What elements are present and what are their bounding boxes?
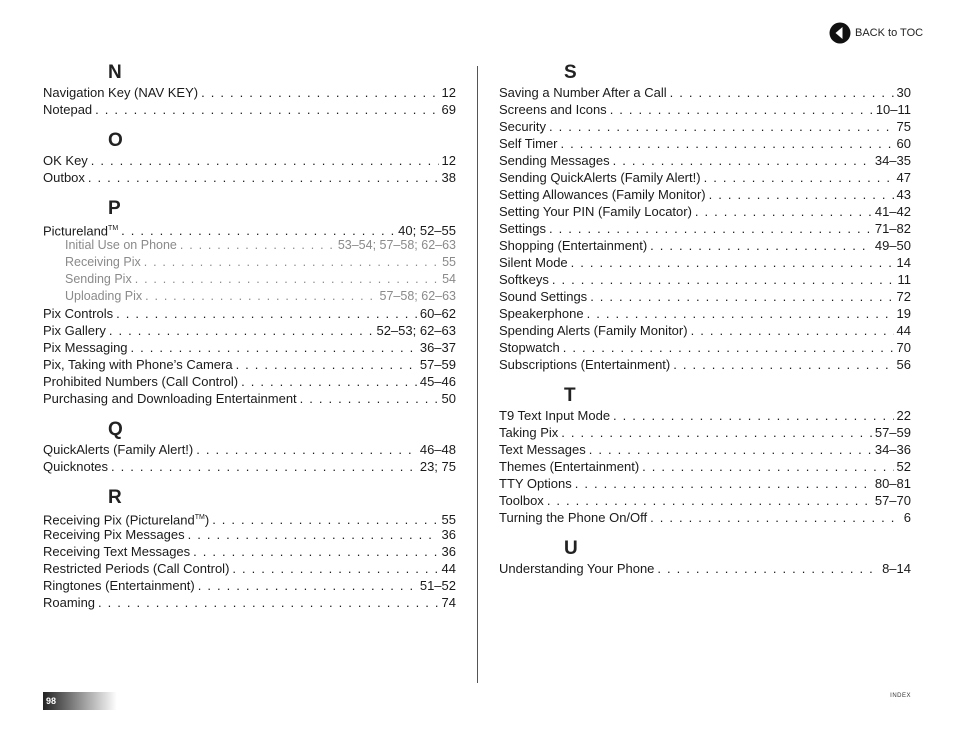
- index-entry[interactable]: [499, 271, 911, 288]
- index-entry[interactable]: [499, 441, 911, 458]
- entry-pages: 60–62: [419, 306, 456, 321]
- page-number: 98: [46, 696, 57, 706]
- entry-label-text: Restricted Periods (Call Control): [43, 561, 230, 576]
- dot-leader: [236, 356, 417, 373]
- entry-label: [499, 203, 692, 220]
- dot-leader: [657, 560, 879, 577]
- entry-pages: 12: [441, 153, 456, 168]
- index-entry[interactable]: [499, 288, 911, 305]
- index-section: [43, 419, 456, 475]
- section-letter: U: [564, 538, 578, 559]
- entry-label-text: Stopwatch: [499, 340, 560, 355]
- entry-label-text: Sound Settings: [499, 289, 588, 304]
- entry-label-text: Pix Controls: [43, 306, 114, 321]
- index-entry[interactable]: [43, 356, 456, 373]
- section-label: INDEX: [890, 693, 911, 699]
- dot-leader: [695, 203, 872, 220]
- entry-pages: 70: [896, 340, 911, 355]
- dot-leader: [575, 475, 872, 492]
- index-entry[interactable]: [43, 305, 456, 322]
- entry-label-text: Setting Allowances (Family Monitor): [499, 187, 706, 202]
- entry-label-text: Speakerphone: [499, 306, 584, 321]
- dot-leader: [587, 305, 894, 322]
- index-entry[interactable]: [499, 475, 911, 492]
- entry-label-text: Security: [499, 119, 546, 134]
- entry-label-text: Settings: [499, 221, 546, 236]
- entry-label-text: Understanding Your Phone: [499, 561, 655, 576]
- trademark-mark: TM: [108, 225, 119, 232]
- entry-label: [43, 322, 106, 339]
- dot-leader: [549, 220, 872, 237]
- index-entry[interactable]: [499, 356, 911, 373]
- entry-pages: 45–46: [419, 374, 456, 389]
- index-entry[interactable]: [499, 135, 911, 152]
- index-entry[interactable]: [499, 458, 911, 475]
- entry-pages: 49–50: [874, 238, 911, 253]
- entry-label-text: Sending Messages: [499, 153, 610, 168]
- entry-label: [499, 424, 558, 441]
- entry-label-text: Turning the Phone On/Off: [499, 510, 648, 525]
- entry-label-text: Initial Use on Phone: [65, 238, 177, 252]
- entry-label: [499, 237, 647, 254]
- entry-pages: 57–59: [419, 357, 456, 372]
- index-entry[interactable]: [43, 458, 456, 475]
- entry-pages: 38: [441, 170, 456, 185]
- entry-label: [499, 475, 572, 492]
- index-entry[interactable]: [499, 509, 911, 526]
- index-entry[interactable]: [499, 424, 911, 441]
- entry-pages: 41–42: [874, 204, 911, 219]
- entry-pages: 40; 52–55: [398, 223, 456, 239]
- entry-label-text: T9 Text Input Mode: [499, 408, 611, 423]
- entry-pages: 69: [441, 102, 456, 117]
- entry-label: [499, 407, 610, 424]
- entry-label: [499, 118, 546, 135]
- entry-label: [499, 441, 586, 458]
- dot-leader: [571, 254, 894, 271]
- entry-label: [499, 305, 584, 322]
- entry-pages: 74: [441, 595, 456, 610]
- entry-label: [43, 356, 233, 373]
- index-section: [43, 487, 456, 611]
- entry-label: [499, 186, 706, 203]
- entry-label: [499, 84, 667, 101]
- index-entry[interactable]: [499, 203, 911, 220]
- dot-leader: [95, 101, 438, 118]
- entry-label-text: Spending Alerts (Family Monitor): [499, 323, 688, 338]
- entry-label: [43, 543, 190, 560]
- entry-label-text: Uploading Pix: [65, 289, 143, 303]
- entry-label: [499, 101, 607, 118]
- entry-label: [499, 492, 544, 509]
- entry-label: [499, 356, 670, 373]
- entry-pages: 57–58; 62–63: [379, 289, 456, 303]
- entry-label: [43, 441, 193, 458]
- entry-label: [43, 458, 108, 475]
- entry-pages: 8–14: [882, 561, 911, 576]
- entry-pages: 36: [441, 544, 456, 559]
- entry-label: [499, 288, 587, 305]
- section-letter: Q: [108, 419, 123, 440]
- dot-leader: [198, 577, 417, 594]
- entry-label: [43, 390, 297, 407]
- index-column-right: [499, 62, 911, 589]
- entry-label: [499, 271, 549, 288]
- trademark-mark: TM: [194, 514, 205, 521]
- entry-pages: 12: [441, 85, 456, 100]
- entry-pages: 60: [896, 136, 911, 151]
- index-section: [499, 62, 911, 373]
- index-entry[interactable]: [499, 560, 911, 577]
- dot-leader: [673, 356, 893, 373]
- index-entry[interactable]: [499, 305, 911, 322]
- index-entry[interactable]: [499, 118, 911, 135]
- dot-leader: [650, 509, 901, 526]
- index-entry[interactable]: [43, 373, 456, 390]
- entry-label: [499, 509, 647, 526]
- section-letter: T: [564, 385, 576, 406]
- index-entry[interactable]: [499, 169, 911, 186]
- entry-label-text: Self Timer: [499, 136, 558, 151]
- dot-leader: [241, 373, 417, 390]
- entry-label: [43, 577, 195, 594]
- section-letter: R: [108, 487, 122, 508]
- dot-leader: [642, 458, 893, 475]
- entry-label: [499, 458, 639, 475]
- back-to-toc-button[interactable]: [829, 21, 923, 45]
- entry-pages: 55: [441, 512, 456, 528]
- dot-leader: [709, 186, 894, 203]
- entry-label-text: Screens and Icons: [499, 102, 607, 117]
- entry-pages: 6: [903, 510, 911, 525]
- dot-leader: [300, 390, 439, 407]
- dot-leader: [188, 526, 439, 543]
- index-entry[interactable]: [43, 577, 456, 594]
- dot-leader: [590, 288, 893, 305]
- entry-label-text: Sending QuickAlerts (Family Alert!): [499, 170, 701, 185]
- index-section: [43, 198, 456, 407]
- index-entry[interactable]: [499, 237, 911, 254]
- dot-leader: [180, 237, 335, 254]
- entry-pages: 50: [441, 391, 456, 406]
- dot-leader: [549, 118, 894, 135]
- dot-leader: [691, 322, 894, 339]
- entry-label: [43, 594, 95, 611]
- entry-label-text: Purchasing and Downloading Entertainment: [43, 391, 297, 406]
- dot-leader: [88, 169, 439, 186]
- index-section: [499, 385, 911, 526]
- entry-label: [499, 220, 546, 237]
- entry-pages: 55: [442, 255, 456, 269]
- dot-leader: [547, 492, 872, 509]
- entry-label: [499, 339, 560, 356]
- index-entry[interactable]: [499, 186, 911, 203]
- entry-pages: 11: [897, 272, 911, 287]
- dot-leader: [144, 254, 439, 271]
- index-entry[interactable]: [43, 560, 456, 577]
- entry-label: [499, 169, 701, 186]
- index-entry[interactable]: [499, 254, 911, 271]
- dot-leader: [650, 237, 872, 254]
- entry-pages: 80–81: [874, 476, 911, 491]
- dot-leader: [111, 458, 417, 475]
- index-entry[interactable]: [499, 407, 911, 424]
- entry-pages: 57–59: [874, 425, 911, 440]
- entry-label: [499, 135, 558, 152]
- entry-pages: 36–37: [419, 340, 456, 355]
- index-entry[interactable]: [43, 220, 456, 237]
- entry-pages: 47: [896, 170, 911, 185]
- dot-leader: [589, 441, 872, 458]
- entry-label-text: Receiving Pix Messages: [43, 527, 185, 542]
- entry-label-text: Roaming: [43, 595, 96, 610]
- index-entry[interactable]: [43, 169, 456, 186]
- index-subentry[interactable]: [43, 237, 456, 254]
- entry-label: [65, 271, 132, 288]
- index-entry[interactable]: [499, 101, 911, 118]
- entry-label-text: Navigation Key (NAV KEY): [43, 85, 199, 100]
- index-entry[interactable]: [43, 594, 456, 611]
- entry-label-text: Silent Mode: [499, 255, 568, 270]
- entry-pages: 34–36: [874, 442, 911, 457]
- index-entry[interactable]: [499, 220, 911, 237]
- dot-leader: [561, 424, 872, 441]
- index-subentry[interactable]: [43, 254, 456, 271]
- entry-label: [499, 322, 688, 339]
- entry-label: [65, 288, 142, 305]
- dot-leader: [91, 152, 439, 169]
- entry-label: [43, 152, 88, 169]
- entry-pages: 72: [896, 289, 911, 304]
- dot-leader: [552, 271, 895, 288]
- index-section: [43, 62, 456, 118]
- entry-label-text: Themes (Entertainment): [499, 459, 640, 474]
- index-subentry[interactable]: [43, 271, 456, 288]
- entry-label: [499, 152, 610, 169]
- entry-label-text: Softkeys: [499, 272, 549, 287]
- section-letter: N: [108, 62, 122, 83]
- entry-label-text: Saving a Number After a Call: [499, 85, 667, 100]
- entry-label-text: Sending Pix: [65, 272, 132, 286]
- entry-label-text: Outbox: [43, 170, 85, 185]
- entry-pages: 44: [896, 323, 911, 338]
- entry-label: [65, 237, 177, 254]
- index-entry[interactable]: [43, 509, 456, 526]
- entry-label: [499, 254, 568, 271]
- index-section: [43, 130, 456, 186]
- entry-pages: 23; 75: [419, 459, 456, 474]
- dot-leader: [145, 288, 376, 305]
- section-letter: P: [108, 198, 121, 219]
- entry-label: [43, 101, 92, 118]
- entry-label-text: Quicknotes: [43, 459, 109, 474]
- entry-pages: 43: [896, 187, 911, 202]
- entry-pages: 71–82: [874, 221, 911, 236]
- entry-pages: 44: [441, 561, 456, 576]
- entry-label: [43, 305, 113, 322]
- entry-pages: 53–54; 57–58; 62–63: [337, 238, 456, 252]
- index-entry[interactable]: [499, 152, 911, 169]
- entry-label-text: Shopping (Entertainment): [499, 238, 648, 253]
- entry-label-text: Taking Pix: [499, 425, 559, 440]
- entry-label-text: Pix Gallery: [43, 323, 106, 338]
- dot-leader: [613, 152, 872, 169]
- index-entry[interactable]: [43, 339, 456, 356]
- entry-pages: 30: [896, 85, 911, 100]
- entry-label: [499, 560, 654, 577]
- dot-leader: [232, 560, 438, 577]
- entry-label-text: Receiving Pix (Pictureland: [43, 512, 195, 528]
- entry-label-text: Toolbox: [499, 493, 544, 508]
- entry-pages: 51–52: [419, 578, 456, 593]
- dot-leader: [193, 543, 438, 560]
- entry-pages: 19: [896, 306, 911, 321]
- entry-label: [43, 373, 238, 390]
- entry-label-text: TTY Options: [499, 476, 572, 491]
- entry-pages: 22: [896, 408, 911, 423]
- dot-leader: [563, 339, 894, 356]
- entry-label-suffix: ): [204, 512, 210, 528]
- entry-pages: 56: [896, 357, 911, 372]
- index-entry[interactable]: [43, 322, 456, 339]
- entry-pages: 34–35: [874, 153, 911, 168]
- index-entry[interactable]: [499, 339, 911, 356]
- index-entry[interactable]: [499, 322, 911, 339]
- index-entry[interactable]: [499, 84, 911, 101]
- entry-pages: 75: [896, 119, 911, 134]
- dot-leader: [610, 101, 873, 118]
- entry-pages: 36: [441, 527, 456, 542]
- entry-label: [43, 169, 85, 186]
- entry-pages: 57–70: [874, 493, 911, 508]
- index-entry[interactable]: [43, 101, 456, 118]
- dot-leader: [131, 339, 417, 356]
- dot-leader: [670, 84, 894, 101]
- entry-label: [43, 84, 198, 101]
- entry-pages: 52: [896, 459, 911, 474]
- index-entry[interactable]: [43, 152, 456, 169]
- index-entry[interactable]: [43, 526, 456, 543]
- index-subentry[interactable]: [43, 288, 456, 305]
- index-column-left: [43, 62, 456, 623]
- dot-leader: [613, 407, 893, 424]
- entry-label-text: Pix, Taking with Phone’s Camera: [43, 357, 233, 372]
- entry-label-text: Setting Your PIN (Family Locator): [499, 204, 692, 219]
- index-section: [499, 538, 911, 577]
- entry-label-text: Pictureland: [43, 223, 109, 239]
- dot-leader: [116, 305, 417, 322]
- entry-pages: 46–48: [419, 442, 456, 457]
- entry-label-text: OK Key: [43, 153, 88, 168]
- dot-leader: [561, 135, 894, 152]
- entry-label-text: Pix Messaging: [43, 340, 128, 355]
- back-to-toc-label: BACK to TOC: [855, 27, 924, 39]
- entry-pages: 14: [896, 255, 911, 270]
- entry-label-text: Ringtones (Entertainment): [43, 578, 195, 593]
- dot-leader: [135, 271, 439, 288]
- dot-leader: [109, 322, 374, 339]
- entry-label-text: Subscriptions (Entertainment): [499, 357, 671, 372]
- index-entry[interactable]: [43, 84, 456, 101]
- entry-label-text: Text Messages: [499, 442, 586, 457]
- entry-label: [65, 254, 141, 271]
- entry-label: [43, 339, 128, 356]
- section-letter: S: [564, 62, 577, 83]
- section-letter: O: [108, 130, 123, 151]
- entry-pages: 52–53; 62–63: [376, 323, 456, 338]
- index-entry[interactable]: [43, 441, 456, 458]
- entry-label-text: Receiving Text Messages: [43, 544, 191, 559]
- entry-label: [43, 526, 185, 543]
- entry-label-text: Prohibited Numbers (Call Control): [43, 374, 239, 389]
- index-entry[interactable]: [43, 543, 456, 560]
- arrow-left-circle-icon: [829, 22, 851, 44]
- entry-label-text: Receiving Pix: [65, 255, 141, 269]
- entry-label: [43, 560, 229, 577]
- dot-leader: [98, 594, 439, 611]
- index-entry[interactable]: [499, 492, 911, 509]
- entry-label-text: QuickAlerts (Family Alert!): [43, 442, 194, 457]
- entry-pages: 10–11: [875, 102, 911, 117]
- entry-label-text: Notepad: [43, 102, 93, 117]
- column-divider: [477, 66, 478, 683]
- entry-pages: 54: [442, 272, 456, 286]
- index-entry[interactable]: [43, 390, 456, 407]
- dot-leader: [201, 84, 438, 101]
- dot-leader: [704, 169, 894, 186]
- dot-leader: [196, 441, 417, 458]
